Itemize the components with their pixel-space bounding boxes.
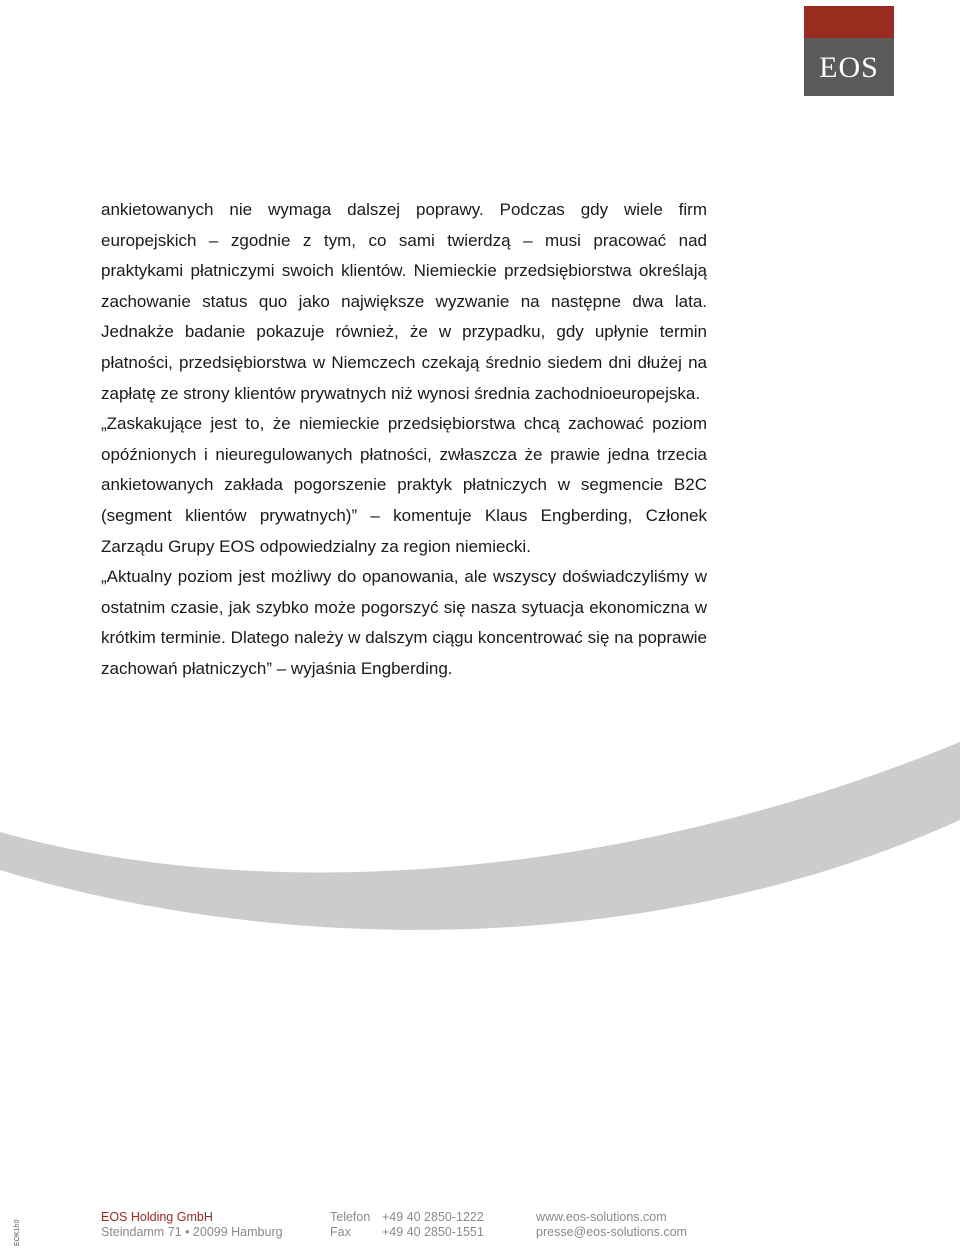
paragraph-1: ankietowanych nie wymaga dalszej poprawy. Podczas gdy wiele firm europejskich – zgodnie z tym, co sami twierdzą – musi pracować nad praktykami płatniczymi swoich klientów. Niemieckie przedsiębiorstwa określają zachowanie status quo jako największe wyzwanie na następne dwa lata. Jednakże badanie pokazuje również, że w przypadku, gdy upłynie termin płatności, przedsiębiorstwa w Niemczech czekają średnio siedem dni dłużej na zapłatę ze strony klientów prywatnych niż wynosi średnia zachodnioeuropejska.: [101, 200, 707, 403]
footer-address: Steindamm 71 • 20099 Hamburg: [101, 1225, 283, 1239]
footer-contact-block: [330, 1210, 484, 1240]
footer-phone-row: [330, 1210, 484, 1225]
footer-website-link[interactable]: www.eos-solutions.com: [536, 1210, 667, 1224]
logo-text: EOS: [819, 51, 879, 84]
eos-logo: [804, 6, 894, 96]
footer-email-link[interactable]: presse@eos-solutions.com: [536, 1225, 687, 1239]
footer-fax-label: Fax: [330, 1225, 351, 1239]
footer-fax-row: [330, 1225, 484, 1240]
footer-company-block: [101, 1210, 283, 1240]
logo-red-band: [804, 6, 894, 38]
document-body: [101, 195, 707, 685]
footer-phone: +49 40 2850-1222: [382, 1210, 484, 1224]
paragraph-2: „Zaskakujące jest to, że niemieckie przedsiębiorstwa chcą zachować poziom opóźnionych i nieuregulowanych płatności, zwłaszcza że prawie jedna trzecia ankietowanych zakłada pogorszenie praktyk płatniczych w segmencie B2C (segment klientów prywatnych)” – komentuje Klaus Engberding, Członek Zarządu Grupy EOS odpowiedzialny za region niemiecki.: [101, 414, 707, 556]
footer-company-name: EOS Holding GmbH: [101, 1210, 213, 1224]
footer-web-block: [536, 1210, 687, 1240]
document-code: EOK1h0: [14, 1219, 21, 1246]
footer-fax: +49 40 2850-1551: [382, 1225, 484, 1239]
footer-phone-label: Telefon: [330, 1210, 371, 1224]
paragraph-3: „Aktualny poziom jest możliwy do opanowania, ale wszyscy doświadczyliśmy w ostatnim czasie, jak szybko może pogorszyć się nasza sytuacja ekonomiczna w krótkim terminie. Dlatego należy w dalszym ciągu koncentrować się na poprawie zachowań płatniczych” – wyjaśnia Engberding.: [101, 567, 707, 678]
logo-grey-band: [804, 38, 894, 96]
decorative-swoosh: [0, 740, 960, 940]
